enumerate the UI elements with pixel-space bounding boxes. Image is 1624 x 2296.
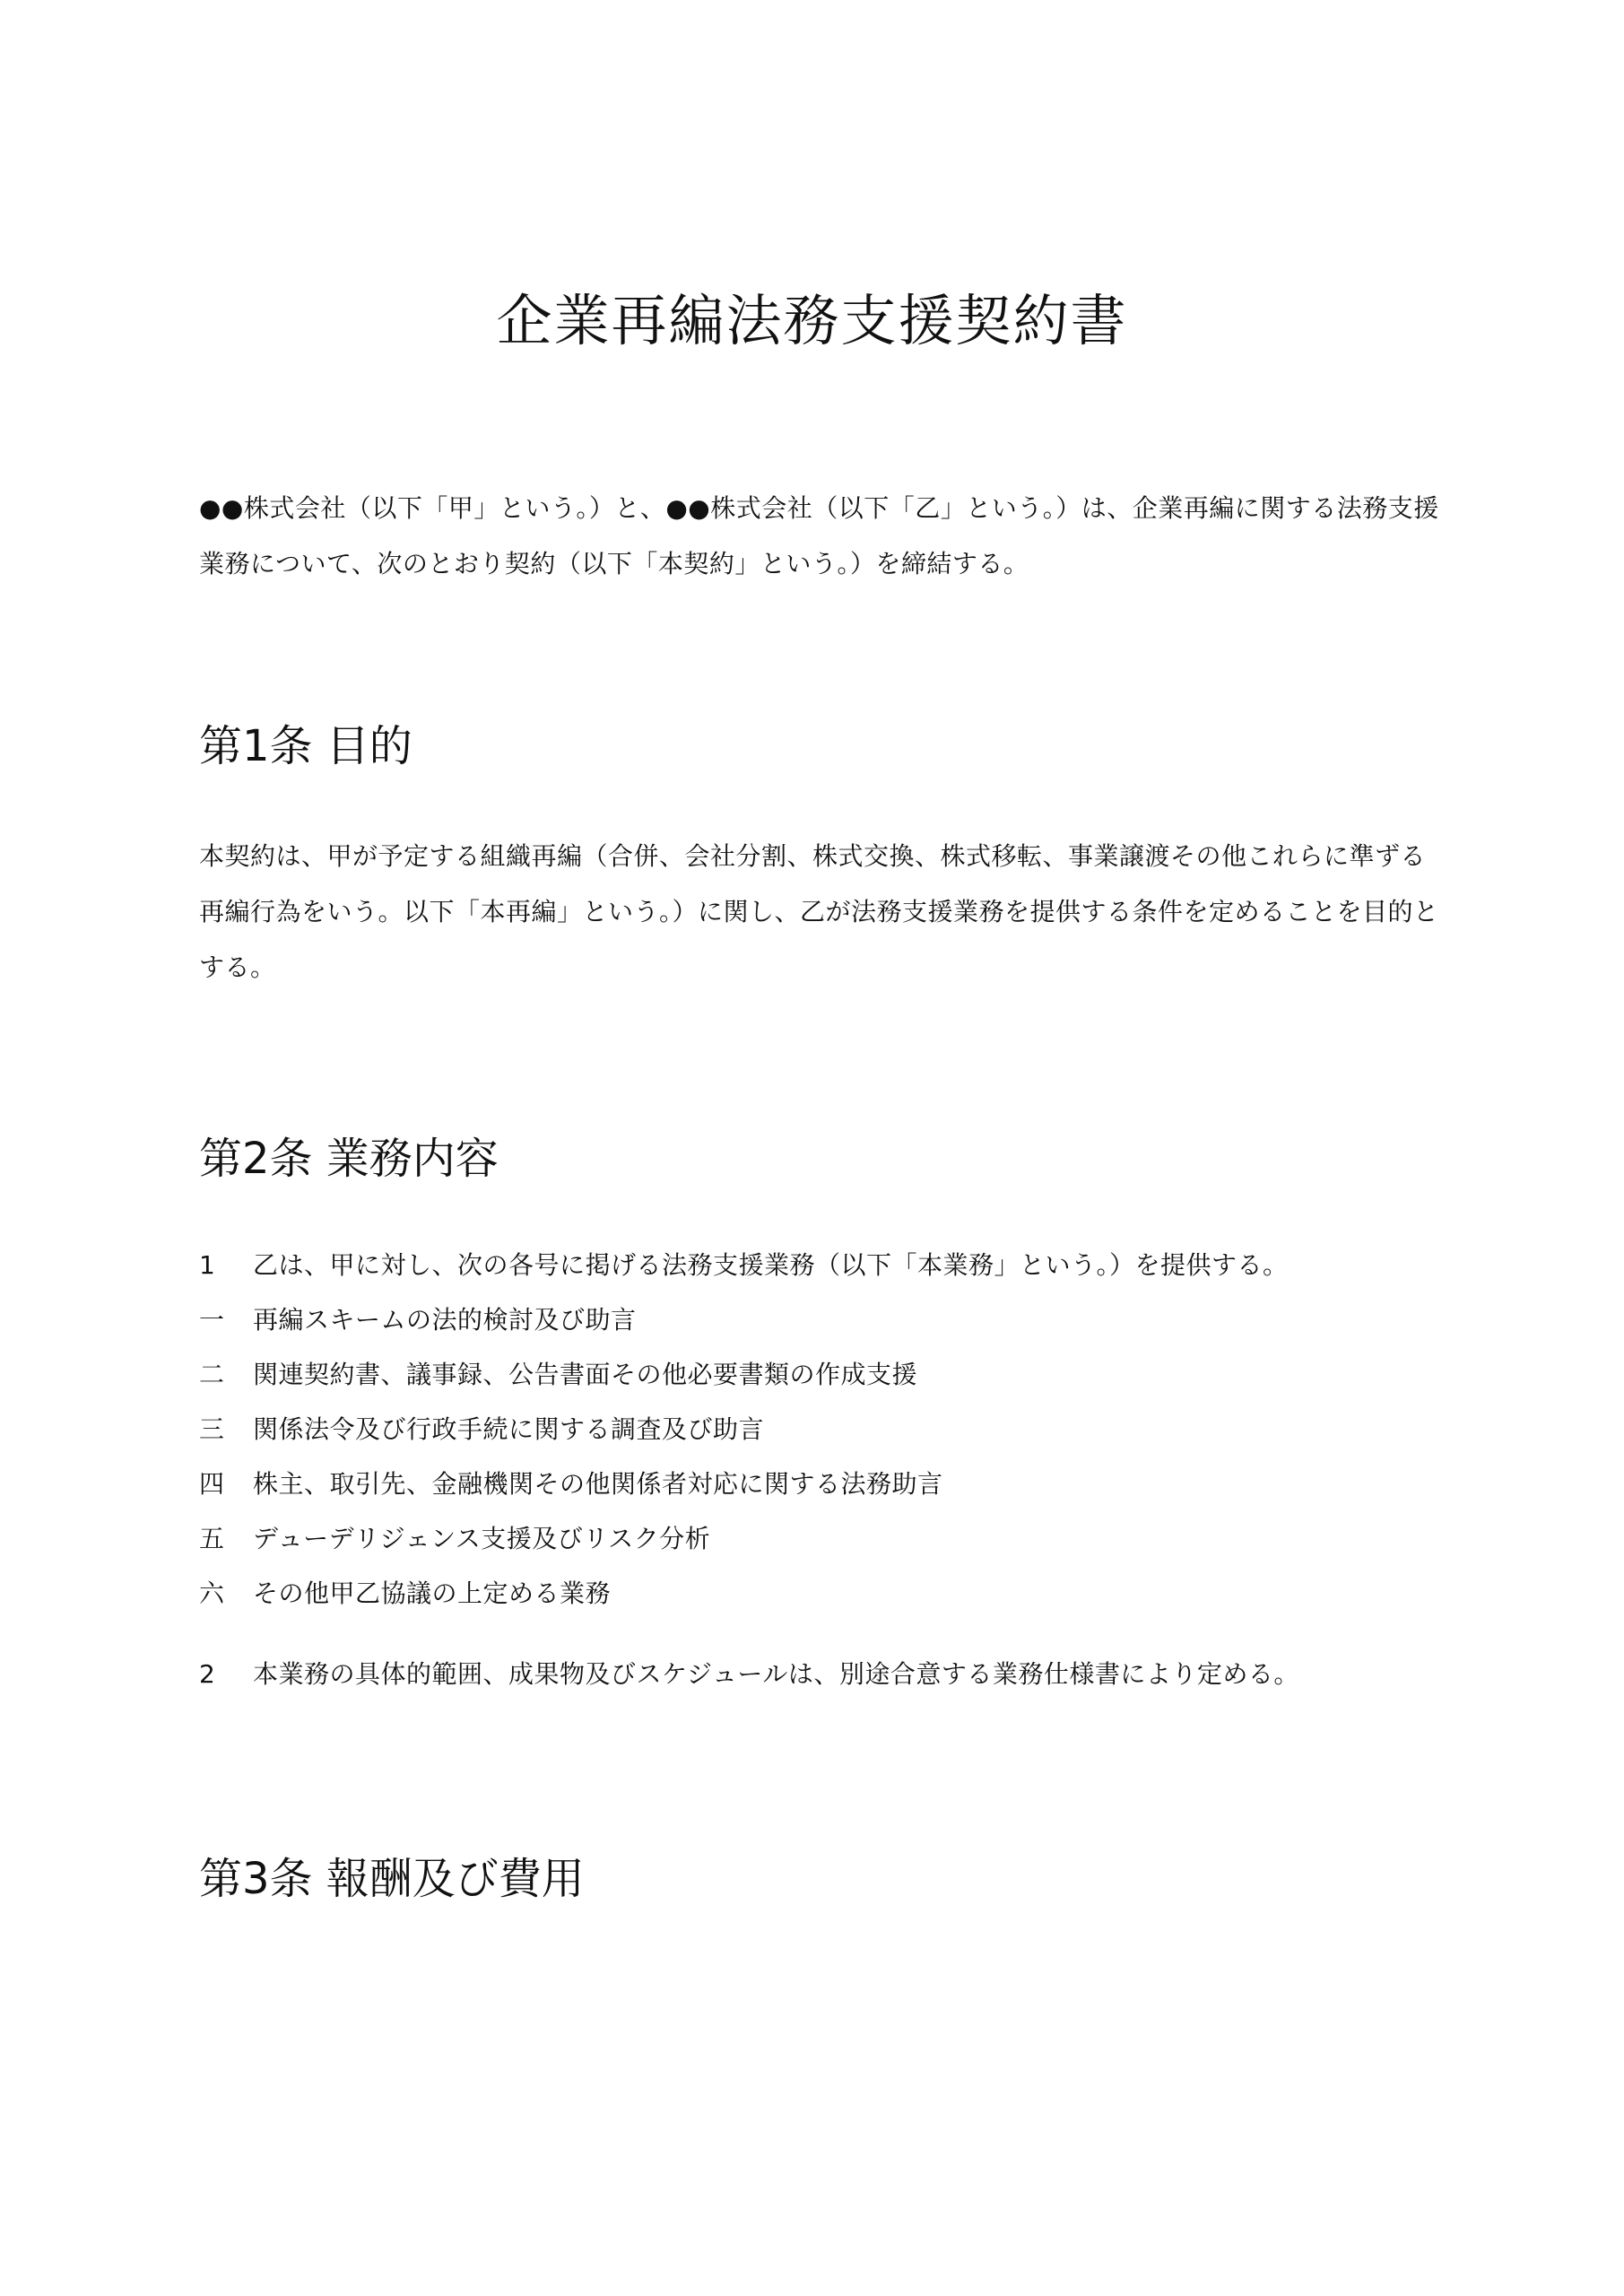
article-1-heading: 第1条 目的 [199,721,413,771]
article-3-heading: 第3条 報酬及び費用 [199,1854,585,1904]
article-2-paragraph-1 [199,1248,1289,1283]
item-number: 二 [199,1360,225,1389]
list-item [199,1521,710,1557]
item-text: 関係法令及び行政手続に関する調査及び助言 [253,1414,765,1444]
paragraph-text: 本業務の具体的範囲、成果物及びスケジュールは、別途合意する業務仕様書により定める。 [253,1659,1299,1689]
item-text: 関連契約書、議事録、公告書面その他必要書類の作成支援 [253,1360,918,1389]
paragraph-number: 1 [199,1250,216,1280]
article-2-heading: 第2条 業務内容 [199,1134,499,1184]
item-text: デューデリジェンス支援及びリスク分析 [253,1524,711,1553]
item-number: 一 [199,1305,225,1335]
list-item [199,1576,611,1612]
item-text: 株主、取引先、金融機関その他関係者対応に関する法務助言 [253,1469,943,1499]
preamble: ●●株式会社（以下「甲」という。）と、●●株式会社（以下「乙」という。）は、企業再編に関する法務支援業務について、次のとおり契約（以下「本契約」という。）を締結する。 [199,493,1439,578]
item-number: 四 [199,1469,225,1499]
list-item [199,1357,917,1393]
list-item [199,1412,764,1448]
item-number: 五 [199,1524,225,1553]
article-1-body: 本契約は、甲が予定する組織再編（合併、会社分割、株式交換、株式移転、事業譲渡その他これらに準ずる再編行為をいう。以下「本再編」という。）に関し、乙が法務支援業務を提供する条件を定めることを目的とする。 [199,841,1439,982]
item-text: 再編スキームの法的検討及び助言 [253,1305,637,1335]
list-item [199,1466,943,1502]
item-number: 六 [199,1578,225,1608]
item-text: その他甲乙協議の上定める業務 [253,1578,612,1608]
list-item [199,1302,637,1338]
item-number: 三 [199,1414,225,1444]
document-title: 企業再編法務支援契約書 [496,288,1128,353]
paragraph-number: 2 [199,1659,216,1689]
paragraph-text: 乙は、甲に対し、次の各号に掲げる法務支援業務（以下「本業務」という。）を提供する。 [253,1250,1289,1280]
article-2-paragraph-2 [199,1657,1299,1692]
